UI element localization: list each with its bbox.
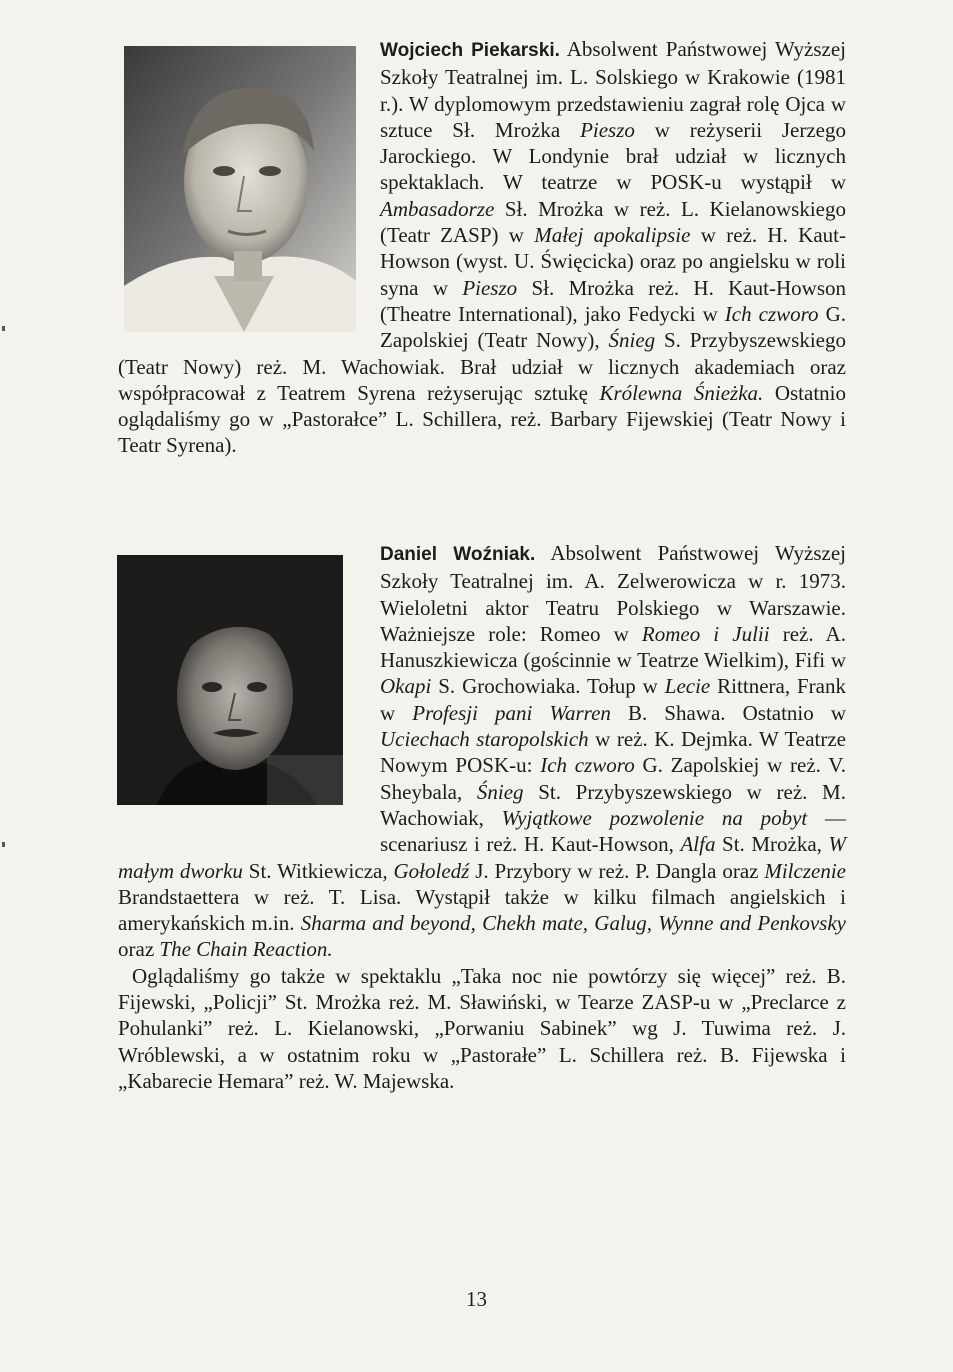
italic-title: Ich czworo — [724, 301, 819, 326]
italic-title: Pieszo — [462, 275, 518, 300]
scan-mark — [2, 842, 5, 847]
italic-title: Małej apokalipsie — [534, 223, 691, 248]
italic-title: W małym dworku — [118, 832, 846, 883]
italic-title: Alfa — [680, 832, 716, 857]
italic-title: Uciechach staropolskich — [380, 727, 589, 752]
page-number: 13 — [466, 1287, 487, 1311]
italic-title: Wyjątkowe pozwolenie na pobyt — [501, 805, 808, 830]
actor-name: Daniel Woźniak. — [380, 544, 536, 565]
portrait-photo-wozniak — [117, 555, 343, 805]
portrait-image — [117, 555, 343, 805]
italic-title: Profesji pani Warren — [412, 700, 611, 725]
actor-name: Wojciech Piekarski. — [380, 40, 560, 61]
italic-title: Romeo i Julii — [641, 621, 770, 646]
italic-title: Śnieg — [476, 779, 524, 804]
text-run: w reżyserii Jerzego Jarockiego. W Londynie brał udział w licznych spektaklach. W teatrze w POSK-u wystąpił w — [380, 117, 846, 195]
text-run: G. Zapolskiej w reż. V. Sheybala, — [380, 753, 846, 804]
italic-title: The Chain Reaction. — [159, 937, 333, 962]
italic-title: Gołoledź — [393, 858, 470, 883]
text-run: J. Przybory w reż. P. Dangla oraz — [469, 858, 765, 883]
text-run: Ostatnio oglądaliśmy go w „Pastorałce” L. Schillera, reż. Barbary Fijewskiej (Teatr Nowy i Teatr Syrena). — [118, 380, 846, 458]
text-run: St. Witkiewicza, — [242, 858, 394, 883]
bio-paragraph-2: Oglądaliśmy go także w spektaklu „Taka noc nie powtórzy się więcej” reż. B. Fijewski, „Policji” St. Mrożka reż. M. Sławiński, w Tearze ZASP-u w „Preclarce z Pohulanki” reż. L. Kielanowski, „Porwaniu Sabinek” wg J. Tuwima reż. J. Wróblewski, a w ostatnim roku w „Pastorałe” L. Schillera reż. B. Fijewska i „Kabarecie Hemara” reż. W. Majewska. — [118, 963, 846, 1093]
text-run: G. Zapolskiej (Teatr Nowy), — [380, 301, 846, 353]
italic-title: Ambasadorze — [380, 196, 495, 221]
italic-title: Milczenie — [764, 858, 846, 883]
text-run: w reż. H. Kaut-Howson (wyst. U. Święcicka) oraz po angielsku w roli syna w — [380, 223, 846, 300]
text-run: Rittnera, Frank w — [380, 674, 846, 725]
text-run: Absolwent Państwowej Wyższej Szkoły Teatralnej im. A. Zelwerowicza w r. 1973. Wieloletni aktor Teatru Polskiego w Warszawie. Ważniejsze role: Romeo w — [380, 541, 847, 646]
text-run: reż. A. Hanuszkiewicza (gościnnie w Teatrze Wielkim), Fifi w — [380, 621, 846, 673]
italic-title: Lecie — [664, 674, 711, 699]
italic-title: Ich czworo — [540, 753, 635, 778]
text-run: S. Grochowiaka. Tołup w — [431, 674, 665, 699]
text-run: St. Mrożka, — [715, 832, 829, 857]
scan-mark — [2, 326, 5, 331]
italic-title: Okapi — [380, 674, 432, 699]
text-run: w reż. K. Dejmka. W Teatrze Nowym POSK-u: — [380, 727, 846, 778]
text-run: St. Przybyszewskiego w reż. M. Wachowiak, — [380, 779, 846, 830]
text-run: — scenariusz i reż. H. Kaut-Howson, — [380, 805, 846, 857]
text-run: oraz — [118, 937, 160, 962]
text-run: Sł. Mrożka w reż. L. Kielanowskiego (Teatr ZASP) w — [380, 196, 846, 248]
italic-title: Pieszo — [580, 117, 635, 142]
text-run: Brandstaettera w reż. T. Lisa. Wystąpił także w kilku filmach angielskich i amerykańskich m.in. — [118, 884, 846, 936]
italic-title: Sharma and beyond, Chekh mate, Galug, Wynne and Penkovsky — [300, 911, 846, 936]
italic-title: Królewna Śnieżka. — [599, 380, 764, 405]
portrait-image — [124, 46, 356, 332]
text-run: Absolwent Państwowej Wyższej Szkoły Teatralnej im. L. Solskiego w Krakowie (1981 r.). W dyplomowym przedstawieniu zagrał rolę Ojca w sztuce Sł. Mrożka — [380, 37, 846, 142]
italic-title: Śnieg — [608, 328, 656, 353]
portrait-photo-piekarski — [124, 46, 356, 332]
text-run: B. Shawa. Ostatnio w — [610, 700, 847, 725]
text-run: S. Przybyszewskiego (Teatr Nowy) reż. M. Wachowiak. Brał udział w licznych akademiach oraz współpracował z Teatrem Syrena reżyserując sztukę — [118, 328, 846, 405]
text-run: Sł. Mrożka reż. H. Kaut-Howson (Theatre International), jako Fedycki w — [380, 275, 846, 326]
